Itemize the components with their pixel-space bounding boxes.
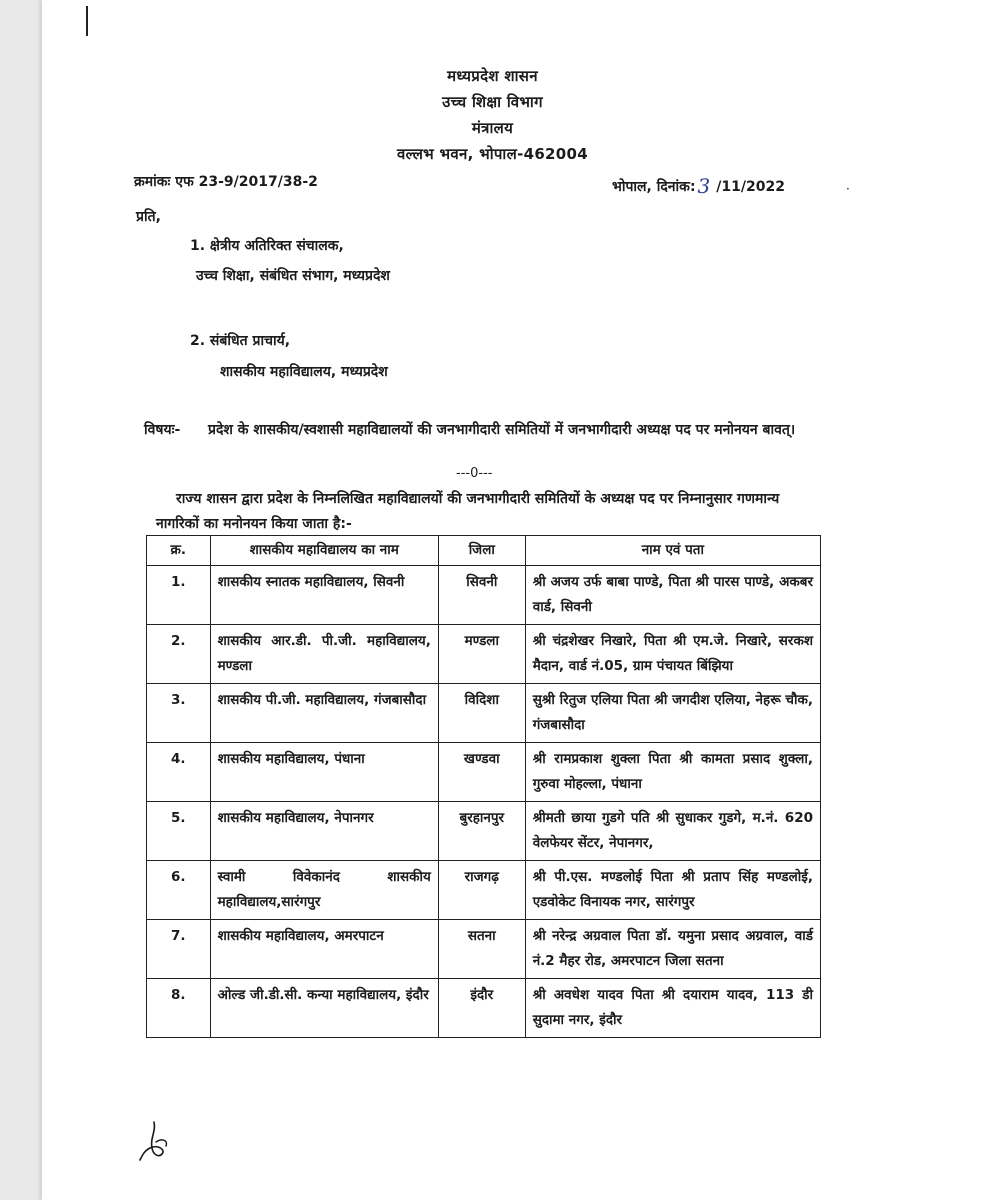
cell-district: बुरहानपुर: [438, 802, 525, 861]
table-row: [147, 684, 821, 743]
cell-name-address: सुश्री रितुज एलिया पिता श्री जगदीश एलिया, नेहरू चौक, गंजबासौदा: [525, 684, 820, 743]
letterhead-line-4: वल्लभ भवन, भोपाल-462004: [396, 145, 589, 163]
cell-sr: 4.: [147, 743, 211, 802]
table-header-row: [147, 536, 821, 566]
cell-college: स्वामी विवेकानंद शासकीय महाविद्यालय,सारंगपुर: [210, 861, 438, 920]
cell-name-address: श्री पी.एस. मण्डलोई पिता श्री प्रताप सिंह मण्डलोई, एडवोकेट विनायक नगर, सारंगपुर: [525, 861, 820, 920]
cell-district: मण्डला: [438, 625, 525, 684]
margin-mark: [86, 6, 88, 36]
cell-name-address: श्रीमती छाया गुडगे पति श्री सुधाकर गुडगे, म.नं. 620 वेलफेयर सेंटर, नेपानगर,: [525, 802, 820, 861]
header-district: जिला: [438, 536, 525, 566]
letter-date: [612, 172, 785, 196]
cell-name-address: श्री अजय उर्फ बाबा पाण्डे, पिता श्री पारस पाण्डे, अकबर वार्ड, सिवनी: [525, 566, 820, 625]
recipient-1-title: 1. क्षेत्रीय अतिरिक्त संचालक,: [190, 238, 344, 254]
cell-sr: 3.: [147, 684, 211, 743]
cell-name-address: श्री रामप्रकाश शुक्ला पिता श्री कामता प्रसाद शुक्ला, गुरुवा मोहल्ला, पंधाना: [525, 743, 820, 802]
cell-district: राजगढ़: [438, 861, 525, 920]
cell-district: विदिशा: [438, 684, 525, 743]
header-college: शासकीय महाविद्यालय का नाम: [210, 536, 438, 566]
cell-college: शासकीय महाविद्यालय, पंधाना: [210, 743, 438, 802]
header-sr: क्र.: [147, 536, 211, 566]
table-row: [147, 625, 821, 684]
cell-sr: 7.: [147, 920, 211, 979]
subject-label: विषयः-: [144, 422, 181, 438]
table-row: [147, 802, 821, 861]
date-day-handwritten: 3: [697, 174, 711, 198]
letterhead-line-3: मंत्रालय: [471, 119, 514, 137]
subject-text: प्रदेश के शासकीय/स्वशासी महाविद्यालयों की जनभागीदारी समितियों में जनभागीदारी अध्यक्ष पद पर मनोनयन बावत्।: [208, 422, 796, 438]
signature-mark: [136, 1118, 176, 1168]
recipient-2-title: 2. संबंधित प्राचार्य,: [190, 333, 291, 349]
recipient-1-address: उच्च शिक्षा, संबंधित संभाग, मध्यप्रदेश: [196, 268, 390, 284]
letterhead-line-1: मध्यप्रदेश शासन: [447, 67, 538, 85]
nominations-table: [146, 535, 821, 1038]
table-row: [147, 979, 821, 1038]
table-row: [147, 861, 821, 920]
recipients-to: प्रति,: [136, 209, 161, 225]
cell-college: ओल्ड जी.डी.सी. कन्या महाविद्यालय, इंदौर: [210, 979, 438, 1038]
table-row: [147, 920, 821, 979]
table-row: [147, 743, 821, 802]
cell-district: खण्डवा: [438, 743, 525, 802]
separator: ---0---: [456, 466, 493, 481]
intro-paragraph: राज्य शासन द्वारा प्रदेश के निम्नलिखित महाविद्यालयों की जनभागीदारी समितियों के अध्यक्ष पद पर निम्नानुसार गणमान्य नागरिकों का मनोनयन किया जाता है:-: [156, 491, 780, 532]
cell-college: शासकीय पी.जी. महाविद्यालय, गंजबासौदा: [210, 684, 438, 743]
cell-sr: 2.: [147, 625, 211, 684]
date-suffix: /11/2022: [716, 179, 785, 195]
cell-sr: 1.: [147, 566, 211, 625]
cell-name-address: श्री नरेन्द्र अग्रवाल पिता डॉ. यमुना प्रसाद अग्रवाल, वार्ड नं.2 मैहर रोड, अमरपाटन जिला सतना: [525, 920, 820, 979]
cell-district: इंदौर: [438, 979, 525, 1038]
reference-number: क्रमांकः एफ 23-9/2017/38-2: [134, 174, 318, 190]
cell-district: सतना: [438, 920, 525, 979]
recipient-2-address: शासकीय महाविद्यालय, मध्यप्रदेश: [220, 364, 388, 380]
table-row: [147, 566, 821, 625]
cell-sr: 5.: [147, 802, 211, 861]
date-prefix: भोपाल, दिनांक:: [612, 179, 696, 195]
cell-district: सिवनी: [438, 566, 525, 625]
cell-college: शासकीय स्नातक महाविद्यालय, सिवनी: [210, 566, 438, 625]
cell-sr: 6.: [147, 861, 211, 920]
cell-college: शासकीय महाविद्यालय, नेपानगर: [210, 802, 438, 861]
cell-college: शासकीय आर.डी. पी.जी. महाविद्यालय, मण्डला: [210, 625, 438, 684]
letterhead-line-2: उच्च शिक्षा विभाग: [442, 93, 543, 111]
cell-sr: 8.: [147, 979, 211, 1038]
cell-college: शासकीय महाविद्यालय, अमरपाटन: [210, 920, 438, 979]
stray-dot: ·: [846, 182, 850, 196]
cell-name-address: श्री चंद्रशेखर निखारे, पिता श्री एम.जे. निखारे, सरकश मैदान, वार्ड नं.05, ग्राम पंचायत बिंझिया: [525, 625, 820, 684]
cell-name-address: श्री अवधेश यादव पिता श्री दयाराम यादव, 113 डी सुदामा नगर, इंदौर: [525, 979, 820, 1038]
header-name-address: नाम एवं पता: [525, 536, 820, 566]
